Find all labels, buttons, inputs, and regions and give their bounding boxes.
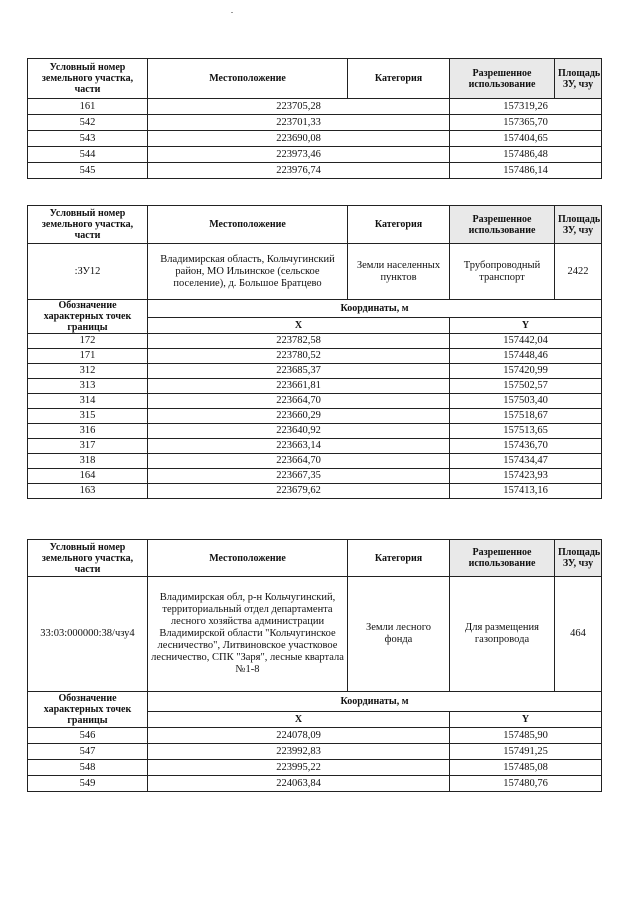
point-number: 172 — [28, 334, 148, 349]
point-number: 313 — [28, 379, 148, 394]
coordinate-row — [28, 454, 602, 469]
coordinate-row — [28, 744, 602, 760]
coordinate-row — [28, 409, 602, 424]
parcel-area: 464 — [555, 577, 602, 692]
point-number: 542 — [28, 115, 148, 131]
coordinate-row — [28, 439, 602, 454]
y-coordinate: 157485,90 — [450, 728, 602, 744]
x-coordinate: 223664,70 — [148, 394, 450, 409]
parcel-category: Земли лесного фонда — [348, 577, 450, 692]
header-area: Площадь ЗУ, чзу — [555, 206, 602, 244]
y-coordinate: 157434,47 — [450, 454, 602, 469]
x-coordinate: 223640,92 — [148, 424, 450, 439]
y-coordinate: 157442,04 — [450, 334, 602, 349]
point-number: 548 — [28, 760, 148, 776]
coordinate-row — [28, 776, 602, 792]
y-coordinate: 157448,46 — [450, 349, 602, 364]
y-coordinate: 157420,99 — [450, 364, 602, 379]
coordinate-row — [28, 131, 602, 147]
y-coordinate: 157319,26 — [450, 99, 602, 115]
parcel-location: Владимирская область, Кольчугинский район, МО Ильинское (сельское поселение), д. Большое Братцево — [148, 244, 348, 300]
point-number: 545 — [28, 163, 148, 179]
header-category: Категория — [348, 59, 450, 99]
x-coordinate: 223690,08 — [148, 131, 450, 147]
header-boundary-points: Обозначение характерных точек границы — [28, 300, 148, 334]
point-number: 317 — [28, 439, 148, 454]
x-coordinate: 223685,37 — [148, 364, 450, 379]
parcel-permitted-use: Трубопроводный транспорт — [450, 244, 555, 300]
parcel-table-1 — [27, 58, 602, 179]
coordinate-row — [28, 163, 602, 179]
x-coordinate: 223661,81 — [148, 379, 450, 394]
coordinate-row — [28, 760, 602, 776]
point-number: 164 — [28, 469, 148, 484]
header-parcel-number: Условный номер земельного участка, части — [28, 206, 148, 244]
header-location: Местоположение — [148, 206, 348, 244]
header-coordinates: Координаты, м — [148, 692, 602, 712]
header-x: X — [148, 318, 450, 334]
coordinate-row — [28, 394, 602, 409]
x-coordinate: 223780,52 — [148, 349, 450, 364]
header-area: Площадь ЗУ, чзу — [555, 59, 602, 99]
point-number: 318 — [28, 454, 148, 469]
header-location: Местоположение — [148, 540, 348, 577]
header-parcel-number: Условный номер земельного участка, части — [28, 59, 148, 99]
y-coordinate: 157513,65 — [450, 424, 602, 439]
x-coordinate: 223664,70 — [148, 454, 450, 469]
table1-header — [28, 59, 602, 99]
y-coordinate: 157502,57 — [450, 379, 602, 394]
parcel-id: :ЗУ12 — [28, 244, 148, 300]
scan-speck — [231, 12, 233, 13]
header-category: Категория — [348, 540, 450, 577]
coordinate-row — [28, 424, 602, 439]
header-boundary-points: Обозначение характерных точек границы — [28, 692, 148, 728]
x-coordinate: 223663,14 — [148, 439, 450, 454]
parcel-area: 2422 — [555, 244, 602, 300]
parcel-id: 33:03:000000:38/чзу4 — [28, 577, 148, 692]
x-coordinate: 223660,29 — [148, 409, 450, 424]
point-number: 314 — [28, 394, 148, 409]
x-coordinate: 223667,35 — [148, 469, 450, 484]
coordinate-row — [28, 99, 602, 115]
x-coordinate: 223782,58 — [148, 334, 450, 349]
y-coordinate: 157518,67 — [450, 409, 602, 424]
header-y: Y — [450, 712, 602, 728]
y-coordinate: 157486,48 — [450, 147, 602, 163]
point-number: 543 — [28, 131, 148, 147]
point-number: 547 — [28, 744, 148, 760]
y-coordinate: 157404,65 — [450, 131, 602, 147]
table3-header — [28, 540, 602, 728]
coordinate-row — [28, 115, 602, 131]
point-number: 549 — [28, 776, 148, 792]
y-coordinate: 157485,08 — [450, 760, 602, 776]
header-location: Местоположение — [148, 59, 348, 99]
y-coordinate: 157503,40 — [450, 394, 602, 409]
x-coordinate: 223679,62 — [148, 484, 450, 499]
y-coordinate: 157491,25 — [450, 744, 602, 760]
y-coordinate: 157365,70 — [450, 115, 602, 131]
table3-rows — [28, 728, 602, 792]
x-coordinate: 223992,83 — [148, 744, 450, 760]
x-coordinate: 223973,46 — [148, 147, 450, 163]
parcel-location: Владимирская обл, р-н Кольчугинский, территориальный отдел департамента лесного хозяйства администрации Владимирской области "Кольчугинское лесничество", Литвиновское участковое лесничество, СПК "Заря", лесные квартала №1-8 — [148, 577, 348, 692]
x-coordinate: 223705,28 — [148, 99, 450, 115]
table2-header — [28, 206, 602, 334]
coordinate-row — [28, 469, 602, 484]
point-number: 161 — [28, 99, 148, 115]
coordinate-row — [28, 364, 602, 379]
y-coordinate: 157480,76 — [450, 776, 602, 792]
x-coordinate: 223995,22 — [148, 760, 450, 776]
header-permitted-use: Разрешенное использование — [450, 206, 555, 244]
point-number: 312 — [28, 364, 148, 379]
header-y: Y — [450, 318, 602, 334]
parcel-table-3 — [27, 539, 602, 792]
y-coordinate: 157423,93 — [450, 469, 602, 484]
coordinate-row — [28, 728, 602, 744]
x-coordinate: 224063,84 — [148, 776, 450, 792]
header-permitted-use: Разрешенное использование — [450, 59, 555, 99]
point-number: 316 — [28, 424, 148, 439]
x-coordinate: 224078,09 — [148, 728, 450, 744]
parcel-table-2 — [27, 205, 602, 499]
header-category: Категория — [348, 206, 450, 244]
parcel-permitted-use: Для размещения газопровода — [450, 577, 555, 692]
point-number: 163 — [28, 484, 148, 499]
coordinate-row — [28, 484, 602, 499]
coordinate-row — [28, 379, 602, 394]
y-coordinate: 157436,70 — [450, 439, 602, 454]
x-coordinate: 223976,74 — [148, 163, 450, 179]
point-number: 546 — [28, 728, 148, 744]
x-coordinate: 223701,33 — [148, 115, 450, 131]
y-coordinate: 157413,16 — [450, 484, 602, 499]
table1-rows — [28, 99, 602, 179]
y-coordinate: 157486,14 — [450, 163, 602, 179]
header-coordinates: Координаты, м — [148, 300, 602, 318]
coordinate-row — [28, 334, 602, 349]
header-area: Площадь ЗУ, чзу — [555, 540, 602, 577]
coordinate-row — [28, 147, 602, 163]
point-number: 315 — [28, 409, 148, 424]
point-number: 171 — [28, 349, 148, 364]
header-x: X — [148, 712, 450, 728]
point-number: 544 — [28, 147, 148, 163]
header-parcel-number: Условный номер земельного участка, части — [28, 540, 148, 577]
header-permitted-use: Разрешенное использование — [450, 540, 555, 577]
parcel-category: Земли населенных пунктов — [348, 244, 450, 300]
coordinate-row — [28, 349, 602, 364]
table2-rows — [28, 334, 602, 499]
